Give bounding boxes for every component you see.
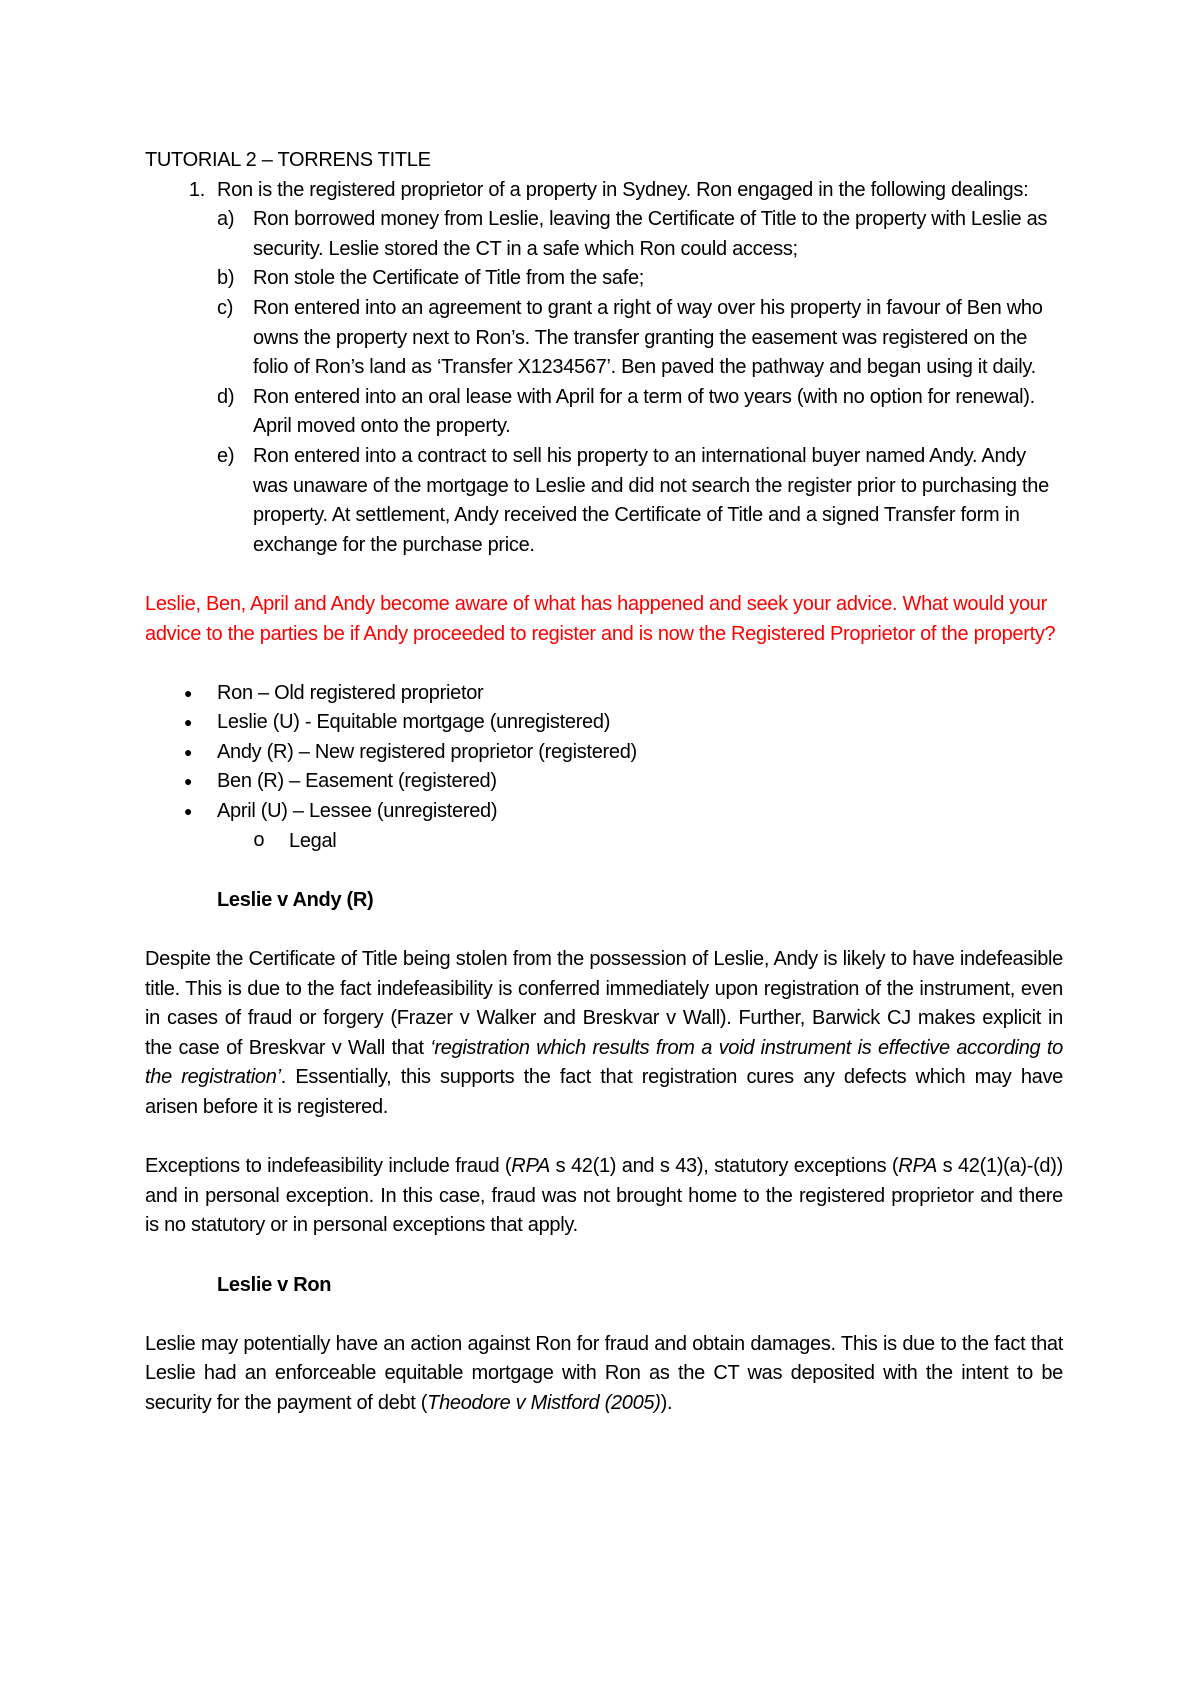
statute-name: RPA (511, 1155, 551, 1178)
case-citation: Theodore v Mistford (2005) (427, 1391, 661, 1414)
dealing-letter: c) (217, 296, 234, 319)
party-item (184, 797, 1063, 856)
question-item (188, 176, 1063, 561)
party-text: Ben (R) – Easement (registered) (217, 770, 497, 793)
paragraph-text: s 42(1)(a)-(d)) and in personal exception. In this case, fraud was not brought home to the registered proprietor and there is no statutory or in personal exceptions that apply. (145, 1155, 1063, 1237)
dealings-list (217, 205, 1063, 560)
party-item (184, 767, 1063, 797)
dealing-letter: d) (217, 385, 235, 408)
dealing-letter: e) (217, 444, 235, 467)
case-quote: ‘registration which results from a void instrument is effective according to the registration’ (145, 1036, 1063, 1089)
paragraph-text: . Essentially, this supports the fact that registration cures any defects which may have arisen before it is registered. (145, 1066, 1063, 1118)
dealing-text: Ron entered into an oral lease with April for a term of two years (with no option for renewal). April moved onto the property. (253, 385, 1035, 438)
paragraph-text: Despite the Certificate of Title being stolen from the possession of Leslie, Andy is likely to have indefeasible title. This is due to the fact indefeasibility is conferred immediately upon registration of the instrument, even in cases of fraud or forgery (Frazer v Walker and Breskvar v Wall). Further, Barwick CJ makes explicit in the case of Breskvar v Wall that (145, 948, 1063, 1059)
bullet-icon: ● (184, 714, 193, 731)
statute-name: RPA (898, 1155, 938, 1178)
bullet-icon: ● (184, 803, 193, 820)
sub-party-item (253, 827, 1063, 857)
analysis-paragraph (145, 1330, 1063, 1419)
paragraph-text: Leslie may potentially have an action against Ron for fraud and obtain damages. This is due to the fact that Leslie had an enforceable equitable mortgage with Ron as the CT was deposited with the intent to be security for the payment of debt ( (145, 1332, 1063, 1414)
analysis-paragraph (145, 945, 1063, 1123)
dealing-text: Ron stole the Certificate of Title from the safe; (253, 267, 645, 290)
bullet-icon: ● (184, 684, 193, 701)
sub-party-text: Legal (289, 829, 337, 852)
dealing-item-c (217, 294, 1063, 383)
party-item (184, 679, 1063, 709)
party-item (184, 738, 1063, 768)
hollow-bullet-icon: o (253, 829, 265, 853)
paragraph-text: s 42(1) and s 43), statutory exceptions ( (550, 1155, 899, 1178)
document-body (145, 146, 1063, 1448)
party-text: Andy (R) – New registered proprietor (registered) (217, 740, 637, 763)
document-title: TUTORIAL 2 – TORRENS TITLE (145, 149, 431, 171)
question-list (145, 176, 1063, 561)
question-number: 1. (188, 178, 205, 201)
question-intro: Ron is the registered proprietor of a property in Sydney. Ron engaged in the following dealings: (217, 178, 1029, 201)
bullet-icon: ● (184, 743, 193, 760)
sub-party-list (217, 827, 1063, 857)
dealing-letter: b) (217, 267, 235, 290)
analysis-paragraph (145, 1152, 1063, 1241)
question-prompt: Leslie, Ben, April and Andy become aware of what has happened and seek your advice. What would your advice to the parties be if Andy proceeded to register and is now the Registered Proprietor of the property? (145, 592, 1056, 645)
party-text: Leslie (U) - Equitable mortgage (unregistered) (217, 711, 611, 734)
dealing-item-b (217, 264, 1063, 294)
bullet-icon: ● (184, 773, 193, 790)
parties-list (145, 679, 1063, 857)
dealing-text: Ron entered into an agreement to grant a right of way over his property in favour of Ben who owns the property next to Ron’s. The transfer granting the easement was registered on the folio of Ron’s land as ‘Transfer X1234567’. Ben paved the pathway and began using it daily. (253, 296, 1043, 379)
dealing-item-d (217, 383, 1063, 442)
party-item (184, 708, 1063, 738)
party-text: Ron – Old registered proprietor (217, 681, 484, 704)
party-text: April (U) – Lessee (unregistered) (217, 800, 498, 823)
dealing-item-a (217, 205, 1063, 264)
section-heading-leslie-v-ron: Leslie v Ron (217, 1273, 332, 1296)
paragraph-text: Exceptions to indefeasibility include fraud ( (145, 1155, 512, 1178)
dealing-item-e (217, 442, 1063, 560)
dealing-letter: a) (217, 208, 235, 231)
section-heading-leslie-v-andy: Leslie v Andy (R) (217, 888, 374, 911)
paragraph-text: ). (660, 1391, 673, 1414)
dealing-text: Ron borrowed money from Leslie, leaving the Certificate of Title to the property with Leslie as security. Leslie stored the CT in a safe which Ron could access; (253, 208, 1048, 260)
dealing-text: Ron entered into a contract to sell his property to an international buyer named Andy. Andy was unaware of the mortgage to Leslie and did not search the register prior to purchasing the property. At settlement, Andy received the Certificate of Title and a signed Transfer form in exchange for the purchase price. (253, 444, 1049, 556)
